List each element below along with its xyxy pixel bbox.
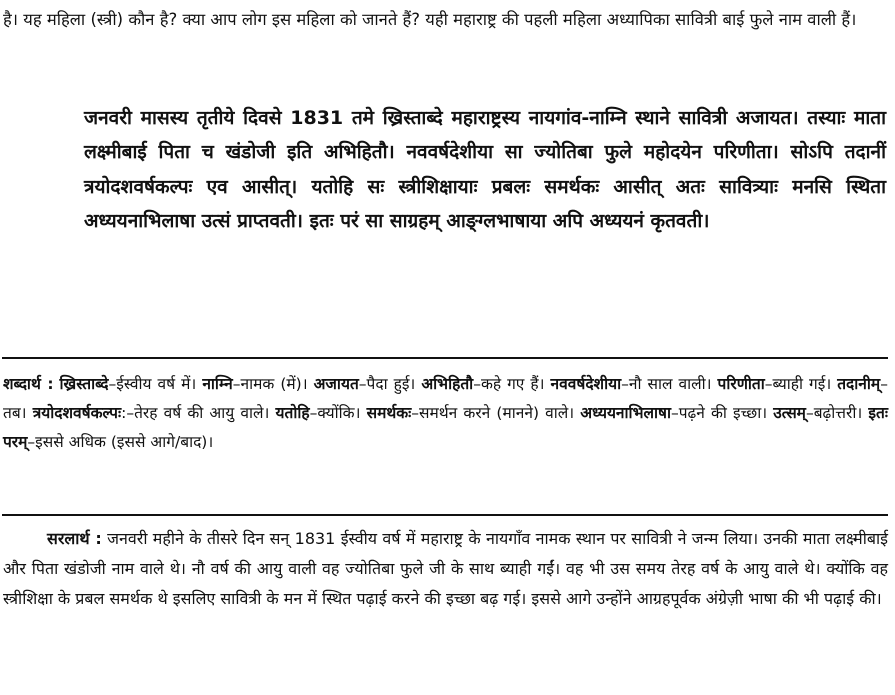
glossary-meaning: –नामक (में)। xyxy=(232,375,308,393)
glossary-meaning: –पैदा हुई। xyxy=(358,375,416,393)
glossary-word: नाम्नि xyxy=(202,375,233,393)
summary-section xyxy=(3,524,888,613)
glossary-word: अध्ययनाभिलाषा xyxy=(580,404,671,422)
glossary-meaning: –समर्थन करने (मानने) वाले। xyxy=(411,404,575,422)
glossary-meaning: –ईस्वीय वर्ष में। xyxy=(108,375,197,393)
glossary-section xyxy=(3,370,888,457)
glossary-word: अभिहितौ xyxy=(421,375,474,393)
glossary-word: इतः परम् xyxy=(3,404,888,451)
glossary-meaning: –इससे अधिक (इससे आगे/बाद)। xyxy=(27,433,214,451)
glossary-word: ख्रिस्ताब्दे xyxy=(59,375,109,393)
glossary-word: अजायत xyxy=(313,375,359,393)
glossary-meaning: –ब्याही गई। xyxy=(764,375,832,393)
glossary-meaning: :–तेरह वर्ष की आयु वाले। xyxy=(121,404,270,422)
glossary-entries xyxy=(3,375,888,451)
glossary-word: उत्सम् xyxy=(773,404,806,422)
glossary-word: त्रयोदशवर्षकल्पः xyxy=(32,404,122,422)
glossary-word: समर्थकः xyxy=(366,404,412,422)
intro-paragraph: है। यह महिला (स्त्री) कौन है? क्या आप लोग इस महिला को जानते हैं? यही महाराष्ट्र की पहली महिला अध्यापिका सावित्री बाई फुले नाम वाली हैं। xyxy=(3,10,857,29)
sanskrit-passage: जनवरी मासस्य तृतीये दिवसे 1831 तमे ख्रिस्ताब्दे महाराष्ट्रस्य नायगांव-नाम्नि स्थाने सावित्री अजायत। तस्याः माता लक्ष्मीबाई पिता च खंडोजी इति अभिहितौ। नववर्षदेशीया सा ज्योतिबा फुले महोदयेन परिणीता। सोऽपि तदानीं त्रयोदशवर्षकल्पः एव आसीत्। यतोहि सः स्त्रीशिक्षायाः प्रबलः समर्थकः आसीत् अतः सावित्र्याः मनसि स्थिता अध्ययनाभिलाषा उत्सं प्राप्तवती। इतः परं सा साग्रहम् आङ्ग्लभाषाया अपि अध्ययनं कृतवती। xyxy=(84,107,886,233)
summary-indent xyxy=(3,529,47,548)
glossary-meaning: –पढ़ने की इच्छा। xyxy=(670,404,768,422)
glossary-word: परिणीता xyxy=(717,375,765,393)
glossary-meaning: –बढ़ोत्तरी। xyxy=(805,404,863,422)
divider-bottom xyxy=(2,514,888,516)
glossary-meaning: –नौ साल वाली। xyxy=(621,375,712,393)
glossary-meaning: –क्योंकि। xyxy=(309,404,361,422)
glossary-heading: शब्दार्थ : xyxy=(3,375,54,393)
glossary-meaning: –तब। xyxy=(3,375,888,422)
glossary-word: तदानीम् xyxy=(837,375,881,393)
summary-heading: सरलार्थ : xyxy=(47,529,102,548)
glossary-word: नववर्षदेशीया xyxy=(550,375,622,393)
divider-top xyxy=(2,357,888,359)
summary-text: जनवरी महीने के तीसरे दिन सन् 1831 ईस्वीय वर्ष में महाराष्ट्र के नायगाँव नामक स्थान पर सावित्री ने जन्म लिया। उनकी माता लक्ष्मीबाई और पिता खंडोजी नाम वाले थे। नौ वर्ष की आयु वाली वह ज्योतिबा फुले जी के साथ ब्याही गईं। वह भी उस समय तेरह वर्ष के आयु वाले थे। क्योंकि वह स्त्रीशिक्षा के प्रबल समर्थक थे इसलिए सावित्री के मन में स्थित पढ़ाई करने की इच्छा बढ़ गई। इससे आगे उन्होंने आग्रहपूर्वक अंग्रेज़ी भाषा की भी पढ़ाई की। xyxy=(3,529,888,608)
glossary-word: यतोहि xyxy=(275,404,310,422)
glossary-meaning: –कहे गए हैं। xyxy=(473,375,545,393)
